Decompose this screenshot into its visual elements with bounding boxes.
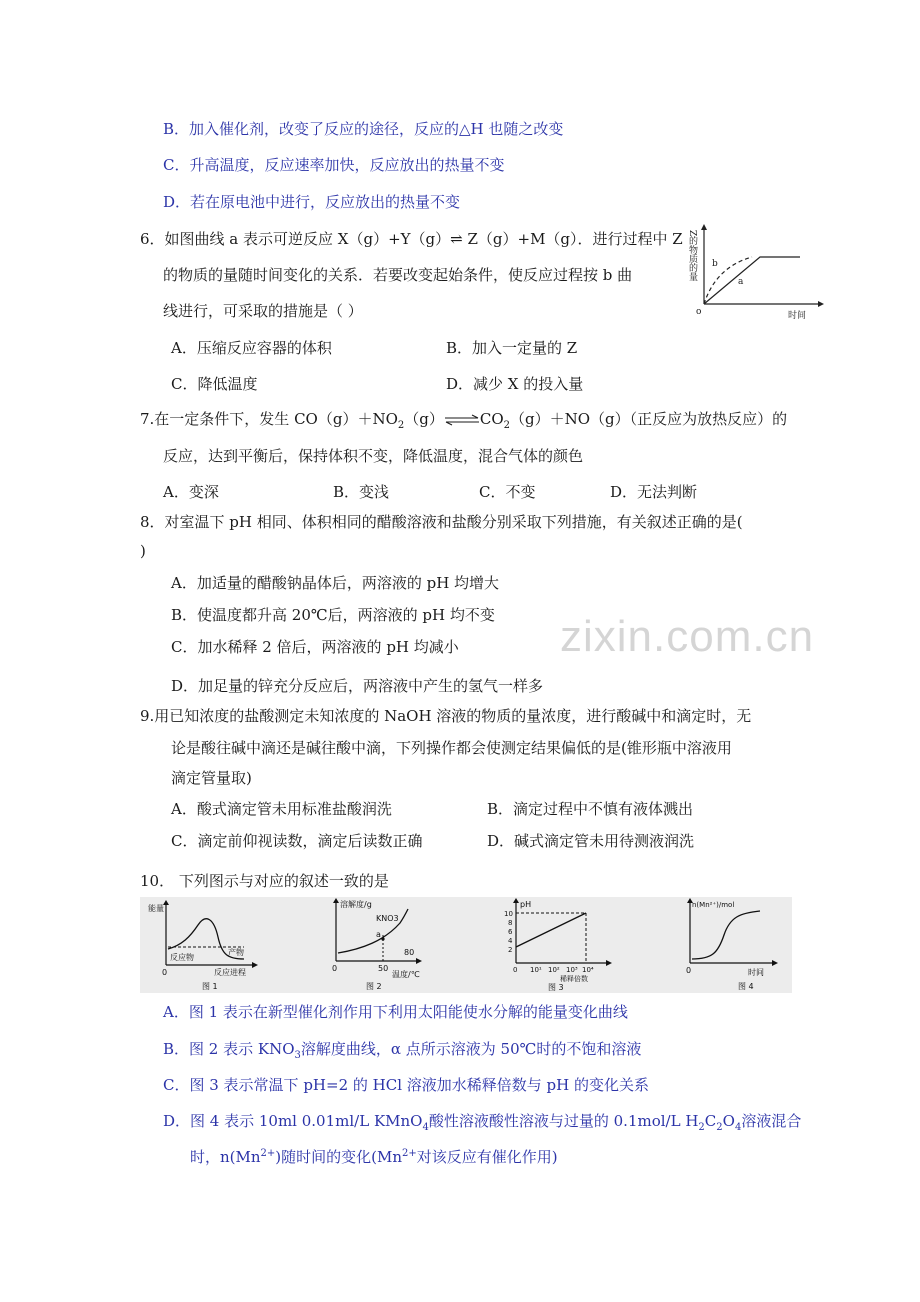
q9-stem-line3: 滴定管量取) xyxy=(171,769,252,787)
q10-fig3-caption: 图 3 xyxy=(548,983,564,992)
q10-d-text: O xyxy=(722,1112,735,1130)
q10-d-subscript: 2 xyxy=(698,1122,705,1133)
q10-fig1 xyxy=(148,900,258,991)
q10-fig4-ylabel: n(Mn²⁺)/mol xyxy=(692,901,735,909)
q9-stem-line2: 论是酸往碱中滴还是碱往酸中滴，下列操作都会使测定结果偏低的是(锥形瓶中溶液用 xyxy=(171,739,732,757)
q6-graph xyxy=(687,222,830,322)
q10-fig3-ytick: 8 xyxy=(508,919,513,927)
q6-graph-origin: o xyxy=(696,307,702,317)
q10-fig3-ytick: 10 xyxy=(504,910,513,918)
q6-option-a: A．压缩反应容器的体积 xyxy=(171,339,332,357)
q9-option-a: A．酸式滴定管未用标准盐酸润洗 xyxy=(171,800,392,818)
q10-option-d-line2 xyxy=(190,1147,558,1167)
q10-b-subscript: 3 xyxy=(294,1050,301,1061)
q10-fig2-point: a xyxy=(376,930,381,939)
q7-option-b: B．变浅 xyxy=(333,483,390,501)
q9-option-c: C．滴定前仰视读数，滴定后读数正确 xyxy=(171,832,423,850)
q10-figures xyxy=(140,897,792,993)
q6-stem-line2: 的物质的量随时间变化的关系．若要改变起始条件，使反应过程按 b 曲 xyxy=(163,266,633,284)
q10-d-subscript: 4 xyxy=(422,1122,429,1133)
q9-option-d: D．碱式滴定管未用待测液润洗 xyxy=(487,832,695,850)
q7-stem-line2: 反应，达到平衡后，保持体积不变，降低温度，混合气体的颜色 xyxy=(163,447,584,465)
q6-graph-curve-b: b xyxy=(712,259,718,269)
q7-option-c: C．不变 xyxy=(479,483,536,501)
q10-fig3-xtick: 10³ xyxy=(566,966,578,974)
q10-fig3 xyxy=(504,898,612,992)
q8-option-a: A．加适量的醋酸钠晶体后，两溶液的 pH 均增大 xyxy=(171,574,500,592)
q9-stem-line1: 9.用已知浓度的盐酸测定未知浓度的 NaOH 溶液的物质的量浓度，进行酸碱中和滴定时，无 xyxy=(140,707,752,725)
q10-fig2 xyxy=(332,898,422,991)
q10-b-text: B．图 2 表示 KNO xyxy=(163,1040,295,1058)
q7-text-part: CO xyxy=(479,410,504,428)
q10-fig1-xlabel: 反应进程 xyxy=(214,968,246,977)
q7-text-part: （g） xyxy=(404,410,444,428)
q6-option-d: D．减少 X 的投入量 xyxy=(446,375,584,393)
q10-b-text: 溶解度曲线，α 点所示溶液为 50℃时的不饱和溶液 xyxy=(300,1040,642,1058)
q10-option-a: A．图 1 表示在新型催化剂作用下利用太阳能使水分解的能量变化曲线 xyxy=(163,1003,628,1021)
q10-fig1-caption: 图 1 xyxy=(202,982,218,991)
q6-option-b: B．加入一定量的 Z xyxy=(446,339,578,357)
q10-fig3-ytick: 2 xyxy=(508,946,513,954)
q10-d-text: C xyxy=(704,1112,717,1130)
q10-fig3-ylabel: pH xyxy=(520,900,532,909)
q10-stem: 10． 下列图示与对应的叙述一致的是 xyxy=(140,872,389,890)
q10-fig3-ytick: 6 xyxy=(508,928,513,936)
q10-d-superscript: 2+ xyxy=(402,1148,417,1159)
watermark: zixin.com.cn xyxy=(560,612,815,661)
q5-option-d: D．若在原电池中进行，反应放出的热量不变 xyxy=(163,193,461,211)
q7-option-d: D．无法判断 xyxy=(610,483,698,501)
q10-fig1-product: 产物 xyxy=(228,948,244,957)
q6-graph-ylabel: Z的物质的量 xyxy=(687,230,697,282)
q6-graph-xlabel: 时间 xyxy=(788,311,807,321)
q10-d-superscript: 2+ xyxy=(260,1148,276,1159)
q10-fig4-xlabel: 时间 xyxy=(748,968,764,977)
q10-fig3-xtick: 10⁴ xyxy=(582,966,594,974)
q10-d-text: )随时间的变化(Mn xyxy=(275,1148,403,1166)
q10-fig3-xtick: 10² xyxy=(548,966,560,974)
q7-subscript: 2 xyxy=(397,420,405,431)
q8-option-d: D．加足量的锌充分反应后，两溶液中产生的氢气一样多 xyxy=(171,677,544,695)
q10-fig3-ytick: 4 xyxy=(508,937,513,945)
q10-fig2-caption: 图 2 xyxy=(366,982,382,991)
q6-graph-curve-a: a xyxy=(738,277,744,287)
q10-fig4-caption: 图 4 xyxy=(738,982,754,991)
q10-fig2-tick50: 50 xyxy=(378,964,389,973)
q5-option-b: B．加入催化剂，改变了反应的途径，反应的△H 也随之改变 xyxy=(163,120,564,138)
q9-option-b: B．滴定过程中不慎有液体溅出 xyxy=(487,800,694,818)
q10-d-text: 溶液混合 xyxy=(741,1112,802,1130)
q10-d-text: 时，n(Mn xyxy=(190,1148,261,1166)
q10-fig2-ylabel: 溶解度/g xyxy=(340,900,372,909)
q10-option-b xyxy=(163,1039,641,1059)
q7-subscript: 2 xyxy=(503,420,511,431)
q5-option-c: C．升高温度，反应速率加快，反应放出的热量不变 xyxy=(163,156,505,174)
q6-stem-line1: 6．如图曲线 a 表示可逆反应 X（g）+Y（g）⇌ Z（g）+M（g）．进行过程中 Z xyxy=(140,230,683,248)
q10-d-text: 酸性溶液酸性溶液与过量的 0.1mol/L H xyxy=(428,1112,699,1130)
q8-stem-line1: 8．对室温下 pH 相同、体积相同的醋酸溶液和盐酸分别采取下列措施，有关叙述正确的是( xyxy=(140,513,743,531)
q10-fig1-ylabel: 能量 xyxy=(148,904,164,913)
q7-stem-line1 xyxy=(140,409,787,429)
q10-fig1-origin: 0 xyxy=(162,968,168,977)
q7-option-a: A．变深 xyxy=(163,483,219,501)
q10-d-text: D．图 4 表示 10ml 0.01ml/L KMnO xyxy=(163,1112,423,1130)
q10-fig1-reactant: 反应物 xyxy=(170,953,194,962)
q8-option-b: B．使温度都升高 20℃后，两溶液的 pH 均不变 xyxy=(171,606,495,624)
q10-option-d-line1 xyxy=(163,1111,801,1131)
q10-fig2-tick80: 80 xyxy=(404,948,415,957)
q6-option-c: C．降低温度 xyxy=(171,375,258,393)
q10-fig3-xtick: 0 xyxy=(513,966,518,974)
q10-d-subscript: 2 xyxy=(716,1122,723,1133)
equilibrium-arrow-icon xyxy=(444,414,480,426)
q10-d-text: 对该反应有催化作用) xyxy=(416,1148,558,1166)
q6-stem-line3: 线进行，可采取的措施是（ ） xyxy=(163,302,363,320)
q7-text-part: 7.在一定条件下，发生 CO（g）＋NO xyxy=(140,410,398,428)
q10-figure-strip xyxy=(140,897,792,993)
q10-fig3-xtick: 10¹ xyxy=(530,966,542,974)
q10-fig4 xyxy=(686,898,778,991)
q7-text-part: （g）＋NO（g）（正反应为放热反应）的 xyxy=(510,410,788,428)
q8-stem-line2: ) xyxy=(140,542,146,560)
q10-fig3-xlabel: 稀释倍数 xyxy=(560,975,588,983)
q10-fig2-xlabel: 温度/℃ xyxy=(392,970,420,979)
q8-option-c: C．加水稀释 2 倍后，两溶液的 pH 均减小 xyxy=(171,638,459,656)
q10-option-c: C．图 3 表示常温下 pH=2 的 HCl 溶液加水稀释倍数与 pH 的变化关系 xyxy=(163,1076,650,1094)
q10-fig2-tick0: 0 xyxy=(332,964,338,973)
q10-d-subscript: 4 xyxy=(734,1122,742,1133)
q10-fig4-origin: 0 xyxy=(686,966,692,975)
q10-fig2-curve: KNO3 xyxy=(376,914,399,923)
